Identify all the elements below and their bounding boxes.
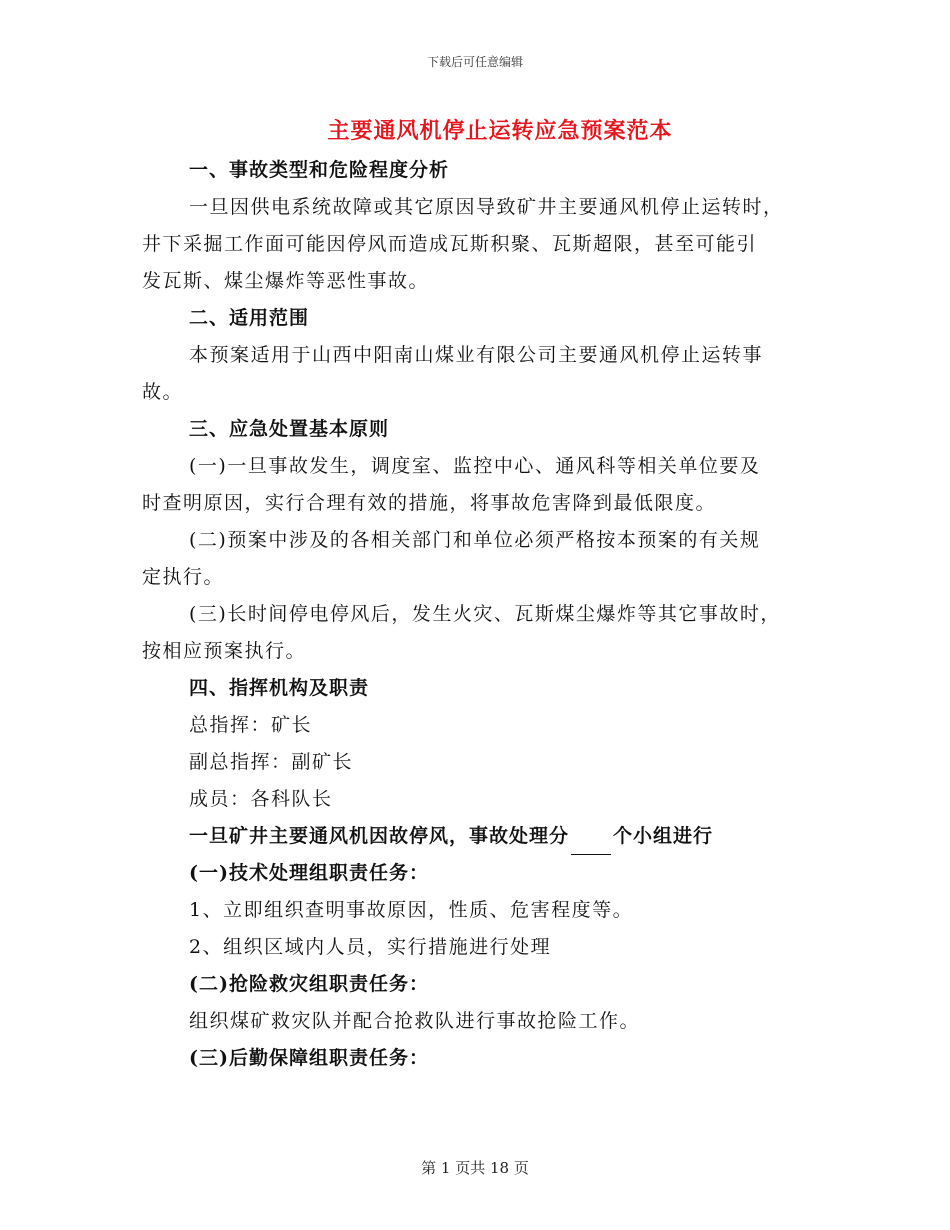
body-line: (一)一旦事故发生，调度室、监控中心、通风科等相关单位要及 bbox=[189, 455, 761, 477]
body-line: 故。 bbox=[142, 381, 184, 403]
section-heading: 二、适用范围 bbox=[189, 307, 310, 329]
page-footer: 第 1 页共 18 页 bbox=[421, 1159, 529, 1177]
section-heading: 四、指挥机构及职责 bbox=[189, 677, 370, 699]
body-line: 定执行。 bbox=[142, 566, 225, 588]
body-line: 时查明原因，实行合理有效的措施，将事故危害降到最低限度。 bbox=[142, 492, 717, 514]
section-heading: (三)后勤保障组职责任务： bbox=[189, 1047, 429, 1069]
body-line: 本预案适用于山西中阳南山煤业有限公司主要通风机停止运转事 bbox=[189, 344, 764, 366]
body-section-a bbox=[142, 152, 812, 818]
body-line: (二)预案中涉及的各相关部门和单位必须严格按本预案的有关规 bbox=[189, 529, 761, 551]
body-line: 组织煤矿救灾队并配合抢救队进行事故抢险工作。 bbox=[189, 1010, 641, 1032]
body-line: 2、组织区域内人员，实行措施进行处理 bbox=[189, 936, 552, 958]
body-line: 一旦因供电系统故障或其它原因导致矿井主要通风机停止运转时， bbox=[189, 196, 784, 218]
document-body bbox=[142, 152, 812, 1077]
fill-in-blank bbox=[571, 832, 611, 855]
body-line: 副总指挥：副矿长 bbox=[189, 751, 354, 773]
blank-line-after: 个小组进行 bbox=[613, 825, 714, 847]
section-heading: (一)技术处理组职责任务： bbox=[189, 862, 429, 884]
body-line: (三)长时间停电停风后，发生火灾、瓦斯煤尘爆炸等其它事故时， bbox=[189, 603, 781, 625]
body-line: 成员：各科队长 bbox=[189, 788, 333, 810]
section-heading: 一、事故类型和危险程度分析 bbox=[189, 159, 450, 181]
document-title: 主要通风机停止运转应急预案范本 bbox=[327, 118, 673, 144]
section-heading: 三、应急处置基本原则 bbox=[189, 418, 390, 440]
body-line: 1、立即组织查明事故原因，性质、危害程度等。 bbox=[189, 899, 634, 921]
body-line: 按相应预案执行。 bbox=[142, 640, 307, 662]
body-line: 井下采掘工作面可能因停风而造成瓦斯积聚、瓦斯超限，甚至可能引 bbox=[142, 233, 758, 255]
body-line: 总指挥：矿长 bbox=[189, 714, 313, 736]
body-section-b bbox=[142, 855, 812, 1077]
section-heading: (二)抢险救灾组职责任务： bbox=[189, 973, 429, 995]
header-note: 下载后可任意编辑 bbox=[426, 55, 523, 69]
body-line-blank bbox=[142, 818, 812, 855]
blank-line-before: 一旦矿井主要通风机因故停风，事故处理分 bbox=[189, 825, 570, 847]
body-line: 发瓦斯、煤尘爆炸等恶性事故。 bbox=[142, 270, 430, 292]
